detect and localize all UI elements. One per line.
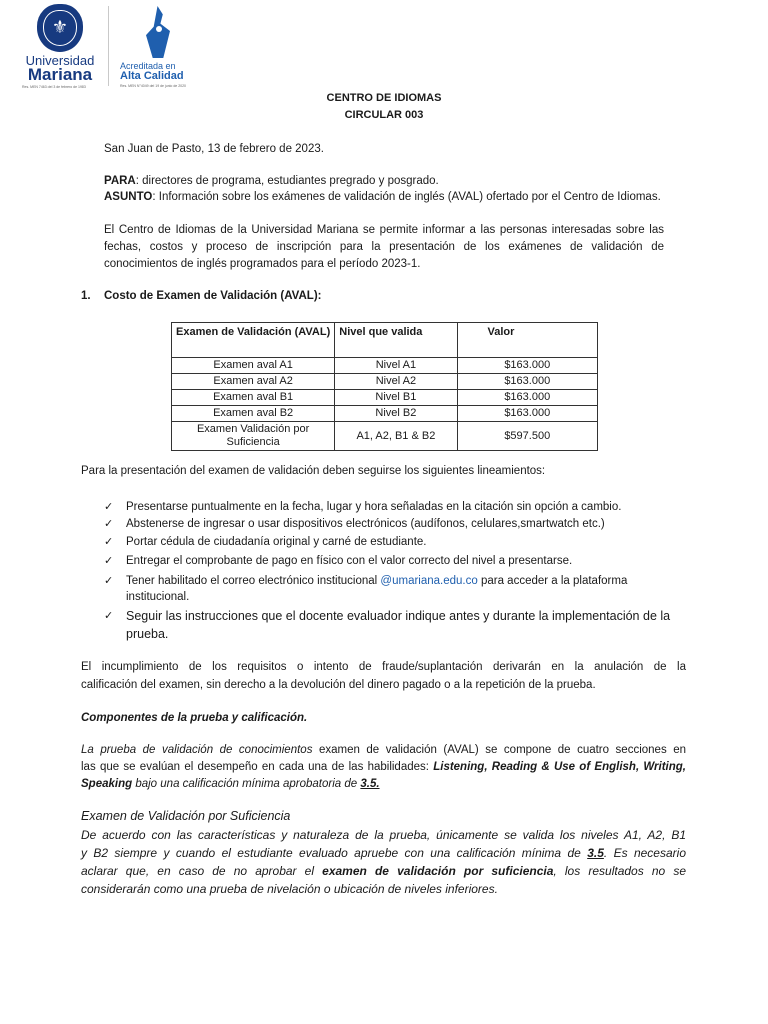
section-heading-costs: 1. Costo de Examen de Validación (AVAL): (81, 290, 322, 302)
list-item: ✓ Presentarse puntualmente en la fecha, lugar y hora señaladas en la citación sin opción a cambio. (104, 501, 622, 513)
date-line: San Juan de Pasto, 13 de febrero de 2023. (104, 143, 324, 155)
guidelines-intro: Para la presentación del examen de validación deben seguirse los siguientes lineamientos: (81, 465, 546, 477)
para-line: PARA: directores de programa, estudiantes pregrado y posgrado. (104, 175, 439, 187)
accreditation-resolution-text: Res. MEN N°4049 del 19 de junio de 2020 (120, 84, 186, 88)
table-row: Examen Validación por Suficiencia A1, A2, B1 & B2 $597.500 (172, 422, 598, 451)
components-line-3: Speaking bajo una calificación mínima aprobatoria de 3.5. (81, 778, 380, 790)
list-item: ✓ Seguir las instrucciones que el docente evaluador indique antes y durante la implementación de la prueba. (104, 609, 671, 641)
intro-line-1: El Centro de Idiomas de la Universidad Mariana se permite informar a las personas interesadas sobre las (104, 224, 664, 236)
table-row: Examen aval B1 Nivel B1 $163.000 (172, 390, 598, 406)
intro-line-3: conocimientos de inglés programados para el período 2023-1. (104, 258, 421, 270)
intro-line-2: fechas, costos y proceso de inscripción para la presentación de los exámenes de validación de (104, 241, 664, 253)
list-item: ✓ Tener habilitado el correo electrónico institucional @umariana.edu.co para acceder a la plataforma institucional. (104, 575, 628, 603)
accreditation-logo (120, 4, 200, 90)
logo-text-universidad: Universidad (25, 53, 95, 68)
checkmark-icon: ✓ (104, 610, 114, 622)
table-header: Valor (457, 323, 597, 358)
components-heading: Componentes de la prueba y calificación. (81, 712, 308, 724)
table-row: Examen aval A1 Nivel A1 $163.000 (172, 358, 598, 374)
logo-text-mariana: Mariana (27, 65, 93, 84)
asunto-line: ASUNTO: Información sobre los exámenes de validación de inglés (AVAL) ofertado por el Centro de Idiomas. (104, 191, 661, 203)
checkmark-icon: ✓ (104, 518, 114, 530)
email-domain-link[interactable]: @umariana.edu.co (380, 575, 478, 587)
list-item: ✓ Entregar el comprobante de pago en físico con el valor correcto del nivel a presentarse. (104, 555, 573, 567)
components-line-2: las que se evalúan el desempeño en cada una de las habilidades: Listening, Reading & Use of English, Writing, (81, 761, 686, 773)
table-header: Examen de Validación (AVAL) (172, 323, 335, 358)
circular-number: CIRCULAR 003 (344, 109, 424, 121)
checkmark-icon: ✓ (104, 536, 114, 548)
table-header: Nivel que valida (335, 323, 457, 358)
list-item: ✓ Portar cédula de ciudadanía original y carné de estudiante. (104, 536, 427, 548)
universidad-mariana-logo (20, 4, 100, 90)
noncompliance-line-1: El incumplimiento de los requisitos o intento de fraude/suplantación derivarán en la anulación de la (81, 661, 686, 673)
sufficiency-line-2: y B2 siempre y cuando el estudiante evaluado apruebe con una calificación mínima de 3.5. Es necesario (81, 846, 686, 860)
noncompliance-line-2: calificación del examen, sin derecho a la devolución del dinero pagado o a la repetición de la prueba. (81, 679, 596, 691)
document-title: CENTRO DE IDIOMAS (326, 92, 442, 104)
checkmark-icon: ✓ (104, 575, 114, 587)
sufficiency-heading: Examen de Validación por Suficiencia (81, 809, 291, 823)
components-line-1: La prueba de validación de conocimientos examen de validación (AVAL) se compone de cuatro secciones en (81, 744, 687, 756)
crest-icon: ⚜ (37, 4, 83, 52)
checkmark-icon: ✓ (104, 501, 114, 513)
logo-resolution-text: Res. MEN 7463 del 3 de febrero de 1983 (22, 85, 86, 89)
cost-table (171, 322, 598, 451)
list-item: ✓ Abstenerse de ingresar o usar dispositivos electrónicos (audífonos, celulares,smartwatch etc.) (104, 518, 605, 530)
table-row: Examen aval A2 Nivel A2 $163.000 (172, 374, 598, 390)
logo-divider (108, 6, 109, 86)
table-row: Examen aval B2 Nivel B2 $163.000 (172, 406, 598, 422)
flame-icon (146, 6, 170, 58)
letterhead (0, 0, 768, 92)
table-header-row (172, 323, 598, 358)
checkmark-icon: ✓ (104, 555, 114, 567)
sufficiency-line-4: considerarán como una prueba de nivelación o ubicación de niveles inferiores. (81, 882, 498, 896)
sufficiency-line-1: De acuerdo con las características y naturaleza de la prueba, únicamente se valida los niveles A1, A2, B1 (81, 828, 686, 842)
accreditation-text-line1: Acreditada en (120, 61, 176, 71)
sufficiency-line-3: aclarar que, en caso de no aprobar el examen de validación por suficiencia, los resultados no se (81, 864, 686, 878)
accreditation-text-line2: Alta Calidad (120, 70, 184, 82)
